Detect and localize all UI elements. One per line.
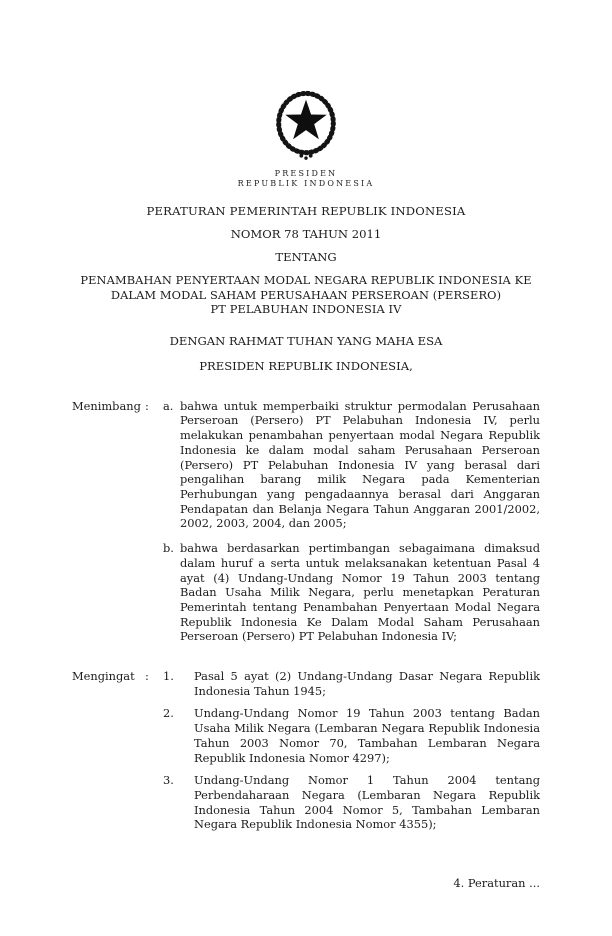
item-marker: a. xyxy=(163,398,174,413)
menimbang-label: Menimbang xyxy=(72,398,141,413)
label-spacer xyxy=(72,706,145,765)
subject-line: PENAMBAHAN PENYERTAAN MODAL NEGARA REPUBLIK INDONESIA KE xyxy=(80,273,532,287)
menimbang-item-b xyxy=(72,541,540,644)
item-text: bahwa untuk memperbaiki struktur permodalan Perusahaan Perseroan (Persero) PT Pelabuhan Indonesia IV, perlu melakukan penambahan penyertaan modal Negara Republik Indonesia ke dalam modal saham Perusahaan Perseroan (Persero) PT Pelabuhan Indonesia IV yang berasal dari pengalihan barang milik Negara pada Kementerian Perhubungan yang pengadaannya berasal dari Anggaran Pendapatan dan Belanja Negara Tahun Anggaran 2001/2002, 2002, 2003, 2004, dan 2005; xyxy=(180,398,540,531)
mengingat-item-2 xyxy=(72,706,540,765)
emblem-caption-republik-indonesia: REPUBLIK INDONESIA xyxy=(237,179,375,188)
colon-spacer xyxy=(145,541,163,644)
item-text: Undang-Undang Nomor 1 Tahun 2004 tentang Perbendaharaan Negara (Lembaran Negara Republik Indonesia Tahun 2004 Nomor 5, Tambahan Lembaran Negara Republik Indonesia Nomor 4355); xyxy=(194,773,540,832)
invocation-line: DENGAN RAHMAT TUHAN YANG MAHA ESA xyxy=(169,333,443,348)
menimbang-item-a xyxy=(72,399,540,531)
regulation-title: PERATURAN PEMERINTAH REPUBLIK INDONESIA xyxy=(146,204,466,218)
authority-line: PRESIDEN REPUBLIK INDONESIA, xyxy=(199,358,413,373)
label-spacer xyxy=(72,541,145,644)
regulation-number: NOMOR 78 TAHUN 2011 xyxy=(230,227,382,241)
mengingat-section xyxy=(72,669,540,832)
colon-spacer xyxy=(145,706,163,765)
separator-colon: : xyxy=(145,398,149,413)
item-marker: 1. xyxy=(163,669,174,684)
emblem-caption-presiden: PRESIDEN xyxy=(274,169,338,178)
item-marker: 2. xyxy=(163,706,174,721)
menimbang-section xyxy=(72,399,540,644)
mengingat-item-1 xyxy=(72,669,540,698)
regulation-subject xyxy=(72,273,540,317)
colon-spacer xyxy=(145,773,163,832)
tentang-label: TENTANG xyxy=(275,250,337,264)
emblem-caption xyxy=(72,169,540,189)
subject-line: DALAM MODAL SAHAM PERUSAHAAN PERSEROAN (PERSERO) xyxy=(110,287,502,302)
item-text: bahwa berdasarkan pertimbangan sebagaimana dimaksud dalam huruf a serta untuk melaksanakan ketentuan Pasal 4 ayat (4) Undang-Undang Nomor 19 Tahun 2003 tentang Badan Usaha Milik Negara, perlu menetapkan Peraturan Pemerintah tentang Penambahan Penyertaan Modal Negara Republik Indonesia Ke Dalam Modal Saham Perusahaan Perseroan (Persero) PT Pelabuhan Indonesia IV; xyxy=(180,541,540,644)
presidential-star-emblem-icon xyxy=(267,84,345,166)
mengingat-item-3 xyxy=(72,773,540,832)
separator-colon: : xyxy=(145,669,149,684)
subject-line: PT PELABUHAN INDONESIA IV xyxy=(210,302,402,317)
item-marker: b. xyxy=(163,541,174,556)
mengingat-label: Mengingat xyxy=(72,669,135,684)
item-text: Pasal 5 ayat (2) Undang-Undang Dasar Negara Republik Indonesia Tahun 1945; xyxy=(194,669,540,698)
label-spacer xyxy=(72,773,145,832)
item-marker: 3. xyxy=(163,773,174,788)
item-text: Undang-Undang Nomor 19 Tahun 2003 tentang Badan Usaha Milik Negara (Lembaran Negara Republik Indonesia Tahun 2003 Nomor 70, Tambahan Lembaran Negara Republik Indonesia Nomor 4297); xyxy=(194,706,540,765)
page-catchword: 4. Peraturan ... xyxy=(453,876,540,891)
emblem-container xyxy=(72,84,540,166)
